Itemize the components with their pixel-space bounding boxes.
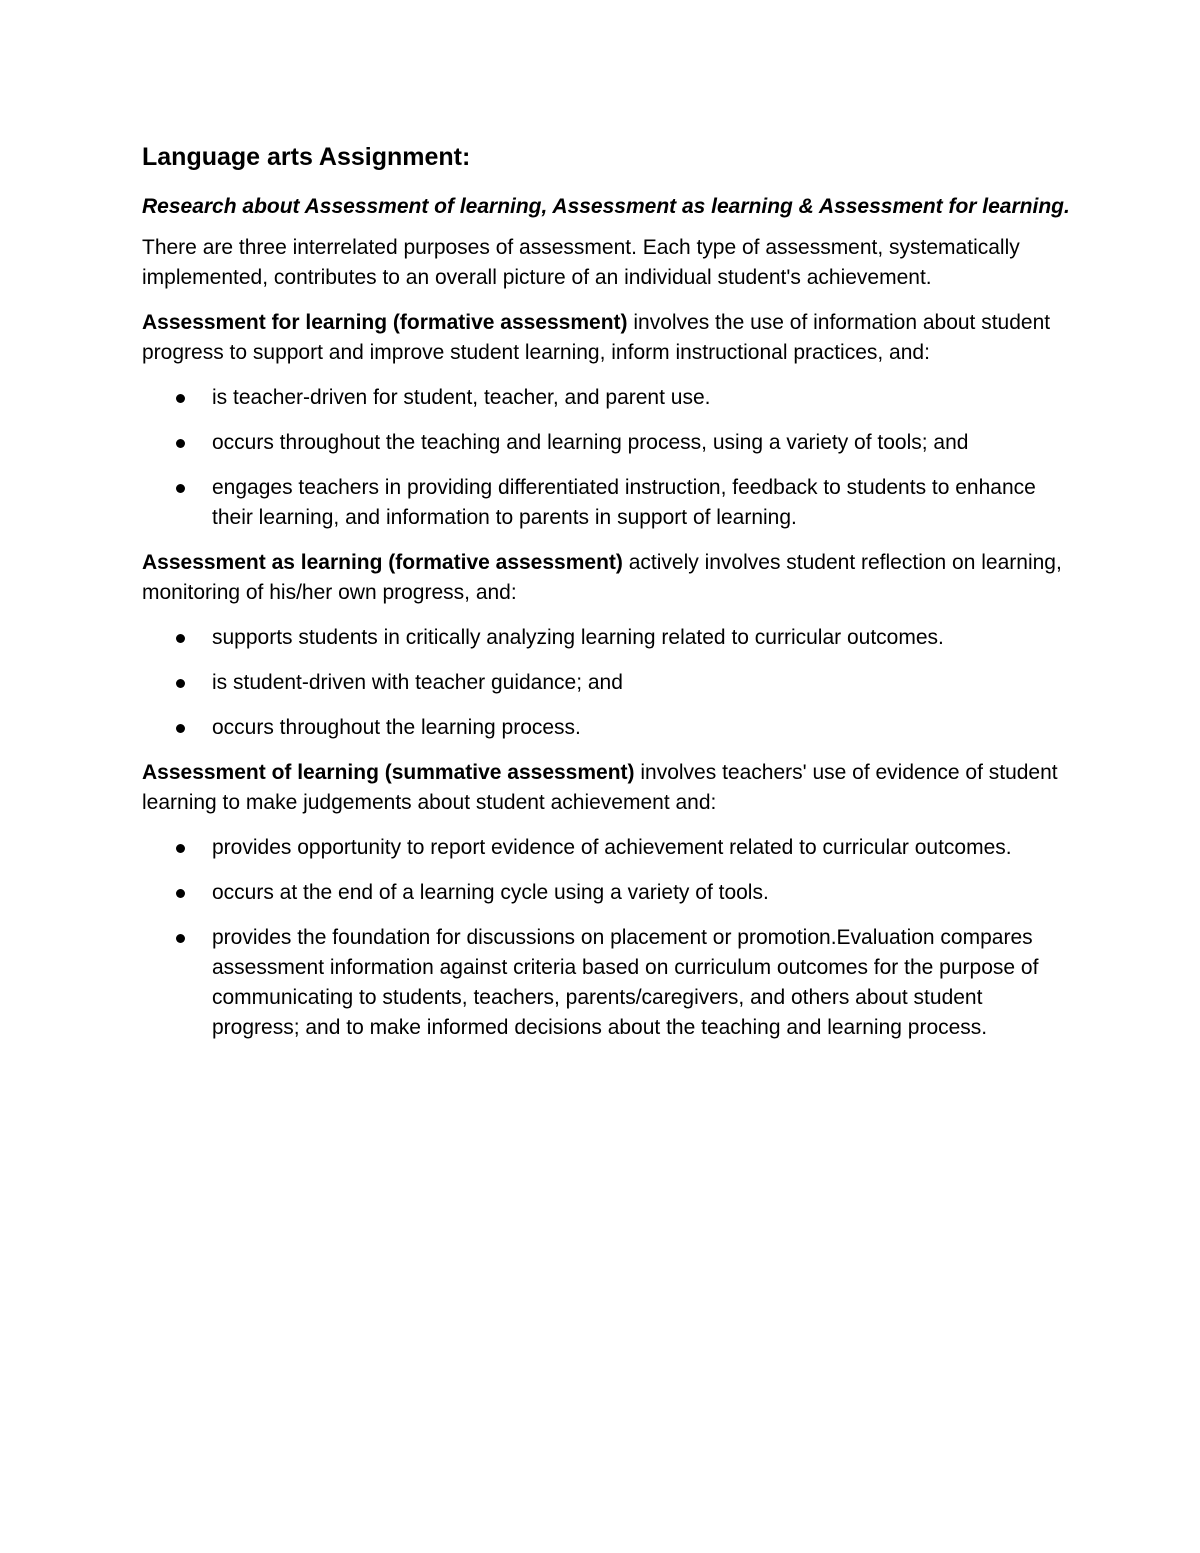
list-item <box>142 623 1072 653</box>
list-item-text: occurs throughout the teaching and learning process, using a variety of tools; and <box>212 430 969 454</box>
list-item <box>142 833 1072 863</box>
section-as-learning-paragraph <box>142 548 1072 608</box>
list-item-text: occurs throughout the learning process. <box>212 715 581 739</box>
bullet-icon <box>176 934 185 943</box>
bullet-icon <box>176 439 185 448</box>
list-item <box>142 713 1072 743</box>
list-item-text: is student-driven with teacher guidance; and <box>212 670 623 694</box>
bullet-icon <box>176 889 185 898</box>
section-text: involves the use of information about student progress to support and improve student learning, inform instructional practices, and: <box>142 310 1051 364</box>
section-as-learning-list <box>142 623 1072 743</box>
list-item <box>142 923 1072 1043</box>
list-item <box>142 428 1072 458</box>
section-of-learning-list <box>142 833 1072 1043</box>
bullet-icon <box>176 484 185 493</box>
list-item <box>142 383 1072 413</box>
document-page <box>142 141 1072 1058</box>
intro-paragraph: There are three interrelated purposes of assessment. Each type of assessment, systematically implemented, contributes to an overall picture of an individual student's achievement. <box>142 235 1020 289</box>
document-subtitle: Research about Assessment of learning, Assessment as learning & Assessment for learning. <box>142 194 1070 218</box>
list-item-text: supports students in critically analyzing learning related to curricular outcomes. <box>212 625 944 649</box>
list-item-text: is teacher-driven for student, teacher, and parent use. <box>212 385 711 409</box>
list-item <box>142 473 1072 533</box>
bullet-icon <box>176 724 185 733</box>
bullet-icon <box>176 394 185 403</box>
section-text: involves teachers' use of evidence of student learning to make judgements about student achievement and: <box>142 760 1058 814</box>
section-lead: Assessment as learning (formative assessment) <box>142 550 623 574</box>
list-item <box>142 878 1072 908</box>
section-lead: Assessment for learning (formative assessment) <box>142 310 628 334</box>
bullet-icon <box>176 679 185 688</box>
bullet-icon <box>176 634 185 643</box>
section-of-learning-paragraph <box>142 758 1072 818</box>
section-text: actively involves student reflection on learning, monitoring of his/her own progress, and: <box>142 550 1062 604</box>
bullet-icon <box>176 844 185 853</box>
section-for-learning-paragraph <box>142 308 1072 368</box>
section-for-learning-list <box>142 383 1072 533</box>
document-title: Language arts Assignment: <box>142 143 471 171</box>
list-item-text: provides the foundation for discussions on placement or promotion.Evaluation compares assessment information against criteria based on curriculum outcomes for the purpose of communicating to students, teachers, parents/caregivers, and others about student progress; and to make informed decisions about the teaching and learning process. <box>212 925 1039 1039</box>
section-lead: Assessment of learning (summative assessment) <box>142 760 635 784</box>
list-item-text: provides opportunity to report evidence of achievement related to curricular outcomes. <box>212 835 1012 859</box>
list-item <box>142 668 1072 698</box>
list-item-text: occurs at the end of a learning cycle using a variety of tools. <box>212 880 769 904</box>
list-item-text: engages teachers in providing differentiated instruction, feedback to students to enhance their learning, and information to parents in support of learning. <box>212 475 1036 529</box>
